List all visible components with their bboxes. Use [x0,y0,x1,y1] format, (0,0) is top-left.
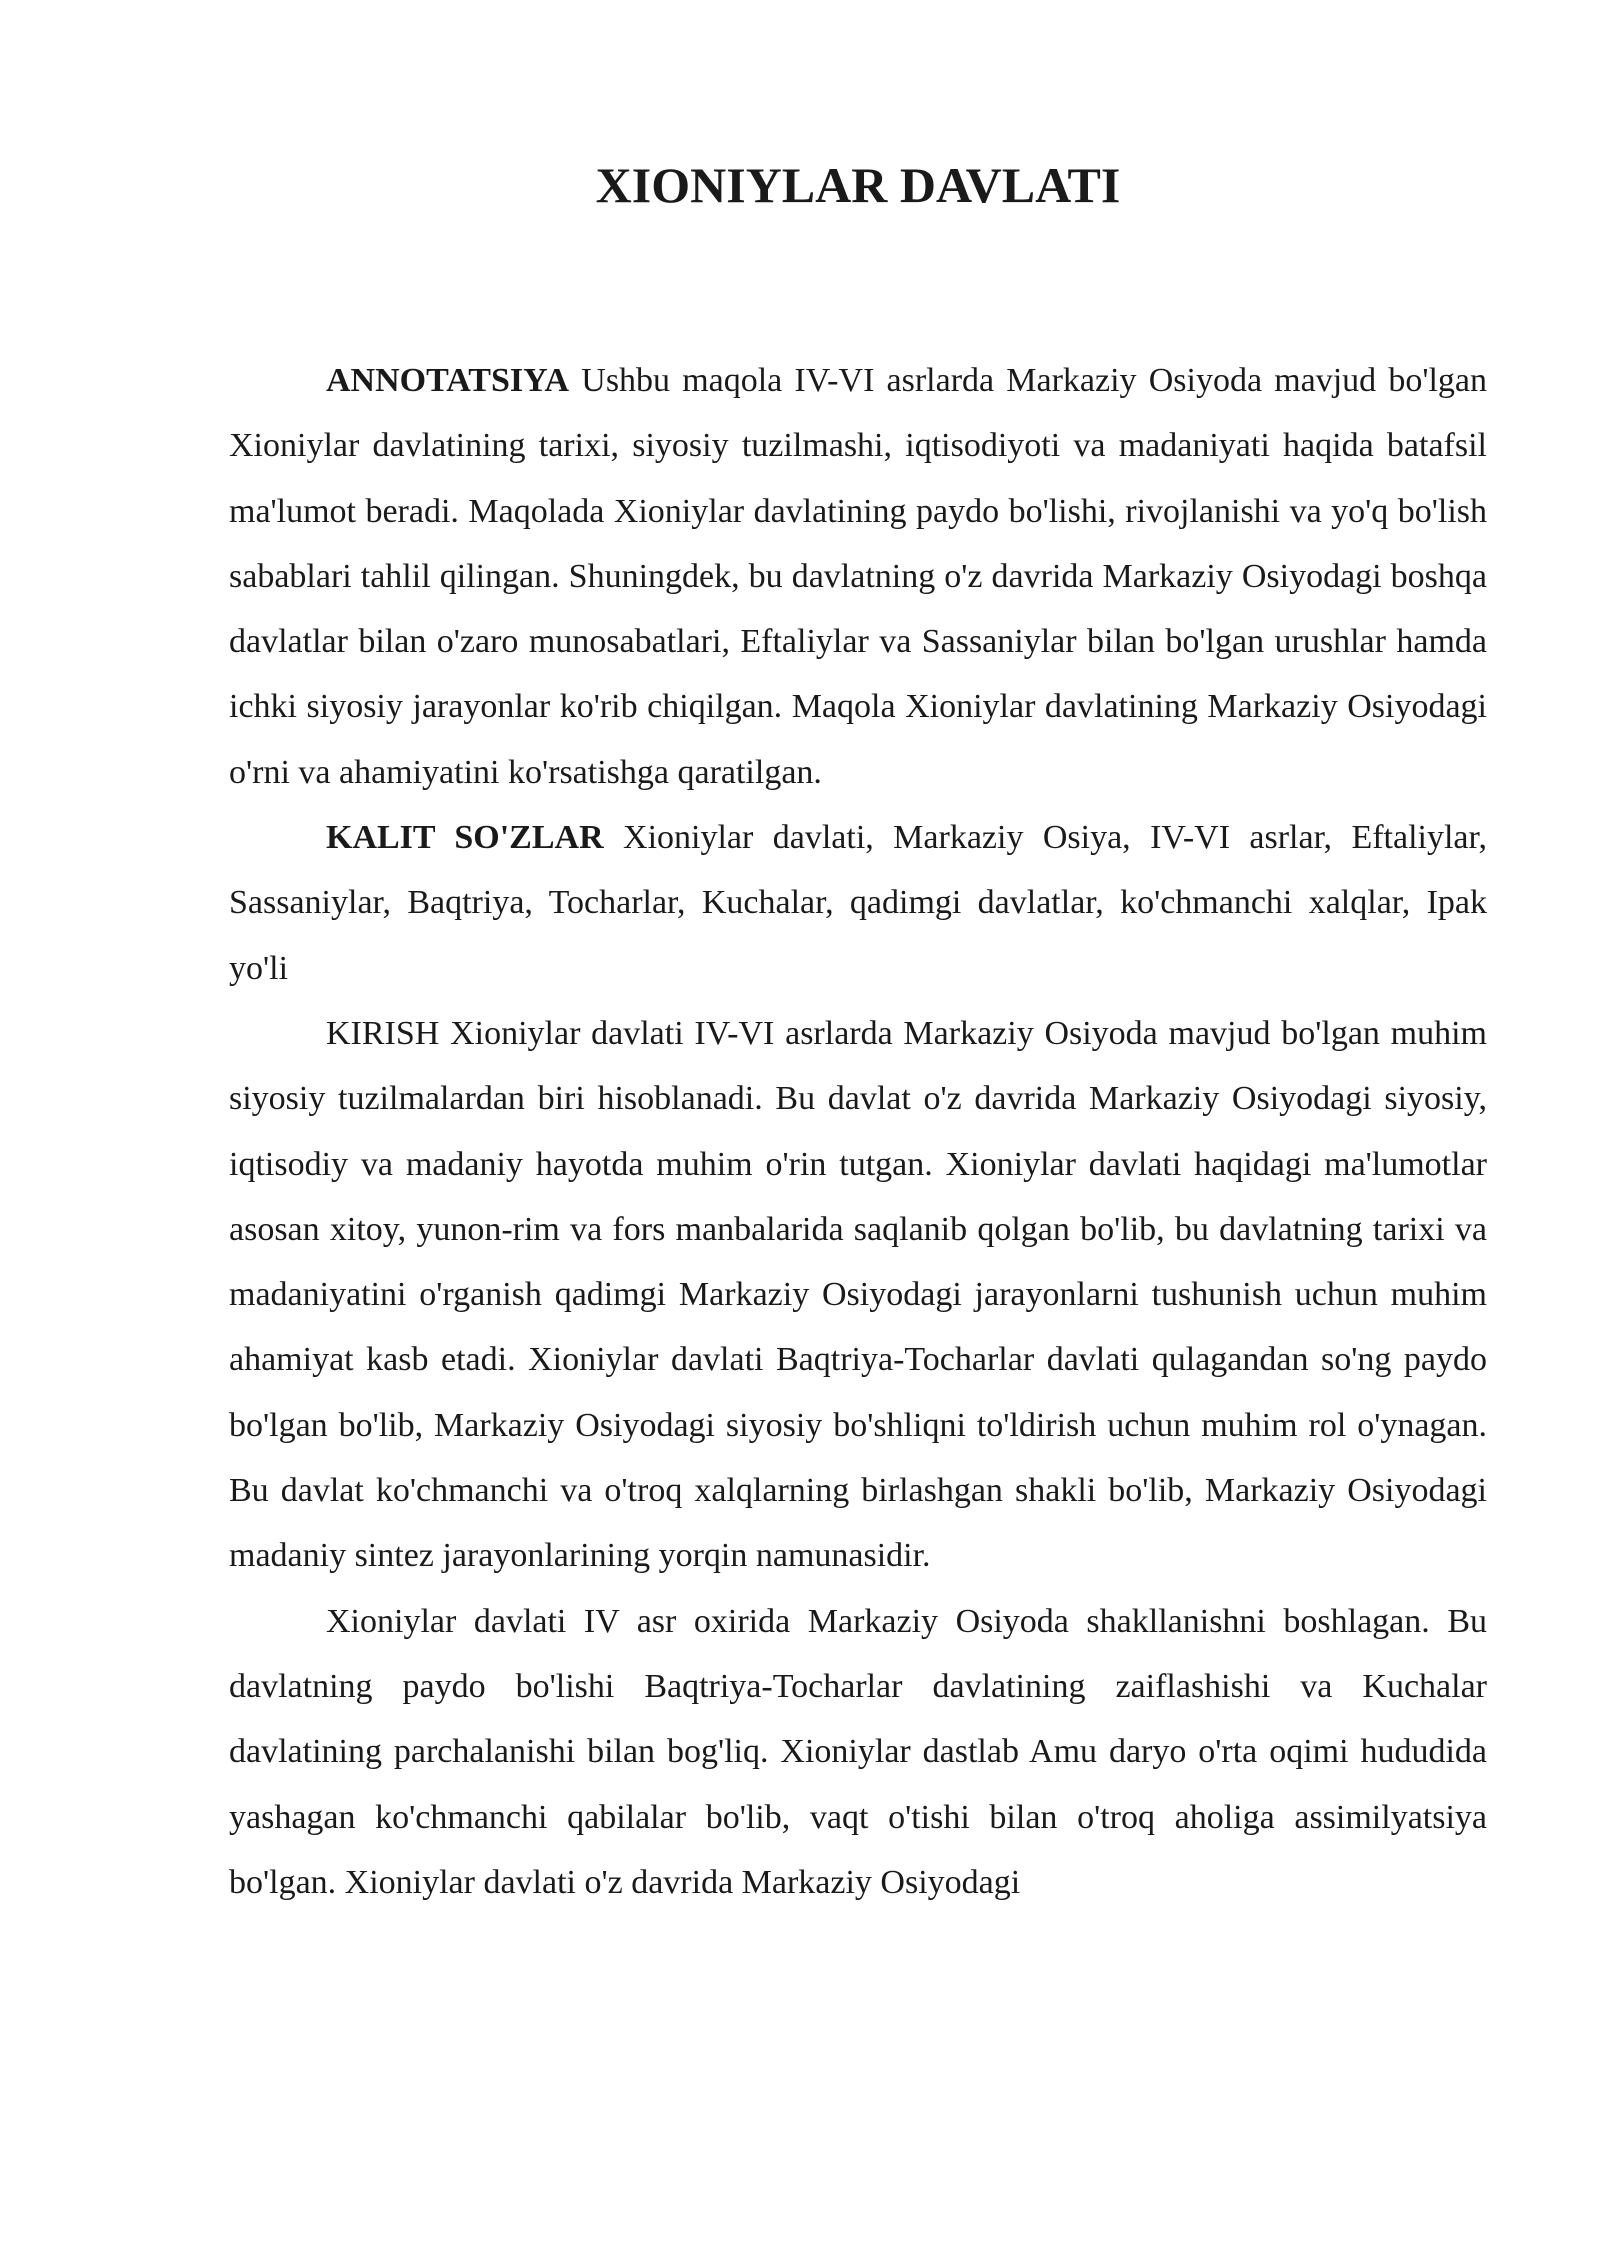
document-body [229,348,1487,1915]
keywords-text: Xioniylar davlati, Markaziy Osiya, IV-VI asrlar, Eftaliylar, Sassaniylar, Baqtriya, Tocharlar, Kuchalar, qadimgi davlatlar, ko'chmanchi xalqlar, Ipak yo'li [229,819,1487,987]
body-paragraph: Xioniylar davlati IV asr oxirida Markaziy Osiyoda shakllanishni boshlagan. Bu davlatning paydo bo'lishi Baqtriya-Tocharlar davlatining zaiflashishi va Kuchalar davlatining parchalanishi bilan bog'liq. Xioniylar dastlab Amu daryo o'rta oqimi hududida yashagan ko'chmanchi qabilalar bo'lib, vaqt o'tishi bilan o'troq aholiga assimilyatsiya bo'lgan. Xioniylar davlati o'z davrida Markaziy Osiyodagi [229,1602,1487,1901]
keywords-label: KALIT SO'ZLAR [326,819,604,857]
introduction-paragraph: KIRISH Xioniylar davlati IV-VI asrlarda Markaziy Osiyoda mavjud bo'lgan muhim siyosiy tuzilmalardan biri hisoblanadi. Bu davlat o'z davrida Markaziy Osiyodagi siyosiy, iqtisodiy va madaniy hayotda muhim o'rin tutgan. Xioniylar davlati haqidagi ma'lumotlar asosan xitoy, yunon-rim va fors manbalarida saqlanib qolgan bo'lib, bu davlatning tarixi va madaniyatini o'rganish qadimgi Markaziy Osiyodagi jarayonlarni tushunish uchun muhim ahamiyat kasb etadi. Xioniylar davlati Baqtriya-Tocharlar davlati qulagandan so'ng paydo bo'lgan bo'lib, Markaziy Osiyodagi siyosiy bo'shliqni to'ldirish uchun muhim rol o'ynagan. Bu davlat ko'chmanchi va o'troq xalqlarning birlashgan shakli bo'lib, Markaziy Osiyodagi madaniy sintez jarayonlarining yorqin namunasidir. [229,1014,1487,1575]
keywords-paragraph [229,805,1487,1001]
document-page [229,0,1487,1915]
annotation-text: Ushbu maqola IV-VI asrlarda Markaziy Osiyoda mavjud bo'lgan Xioniylar davlatining tarixi, siyosiy tuzilmashi, iqtisodiyoti va madaniyati haqida batafsil ma'lumot beradi. Maqolada Xioniylar davlatining paydo bo'lishi, rivojlanishi va yo'q bo'lish sabablari tahlil qilingan. Shuningdek, bu davlatning o'z davrida Markaziy Osiyodagi boshqa davlatlar bilan o'zaro munosabatlari, Eftaliylar va Sassaniylar bilan bo'lgan urushlar hamda ichki siyosiy jarayonlar ko'rib chiqilgan. Maqola Xioniylar davlatining Markaziy Osiyodagi o'rni va ahamiyatini ko'rsatishga qaratilgan. [229,362,1487,791]
annotation-label: ANNOTATSIYA [326,362,570,399]
annotation-paragraph [229,348,1487,805]
document-title: XIONIYLAR DAVLATI [595,157,1121,213]
